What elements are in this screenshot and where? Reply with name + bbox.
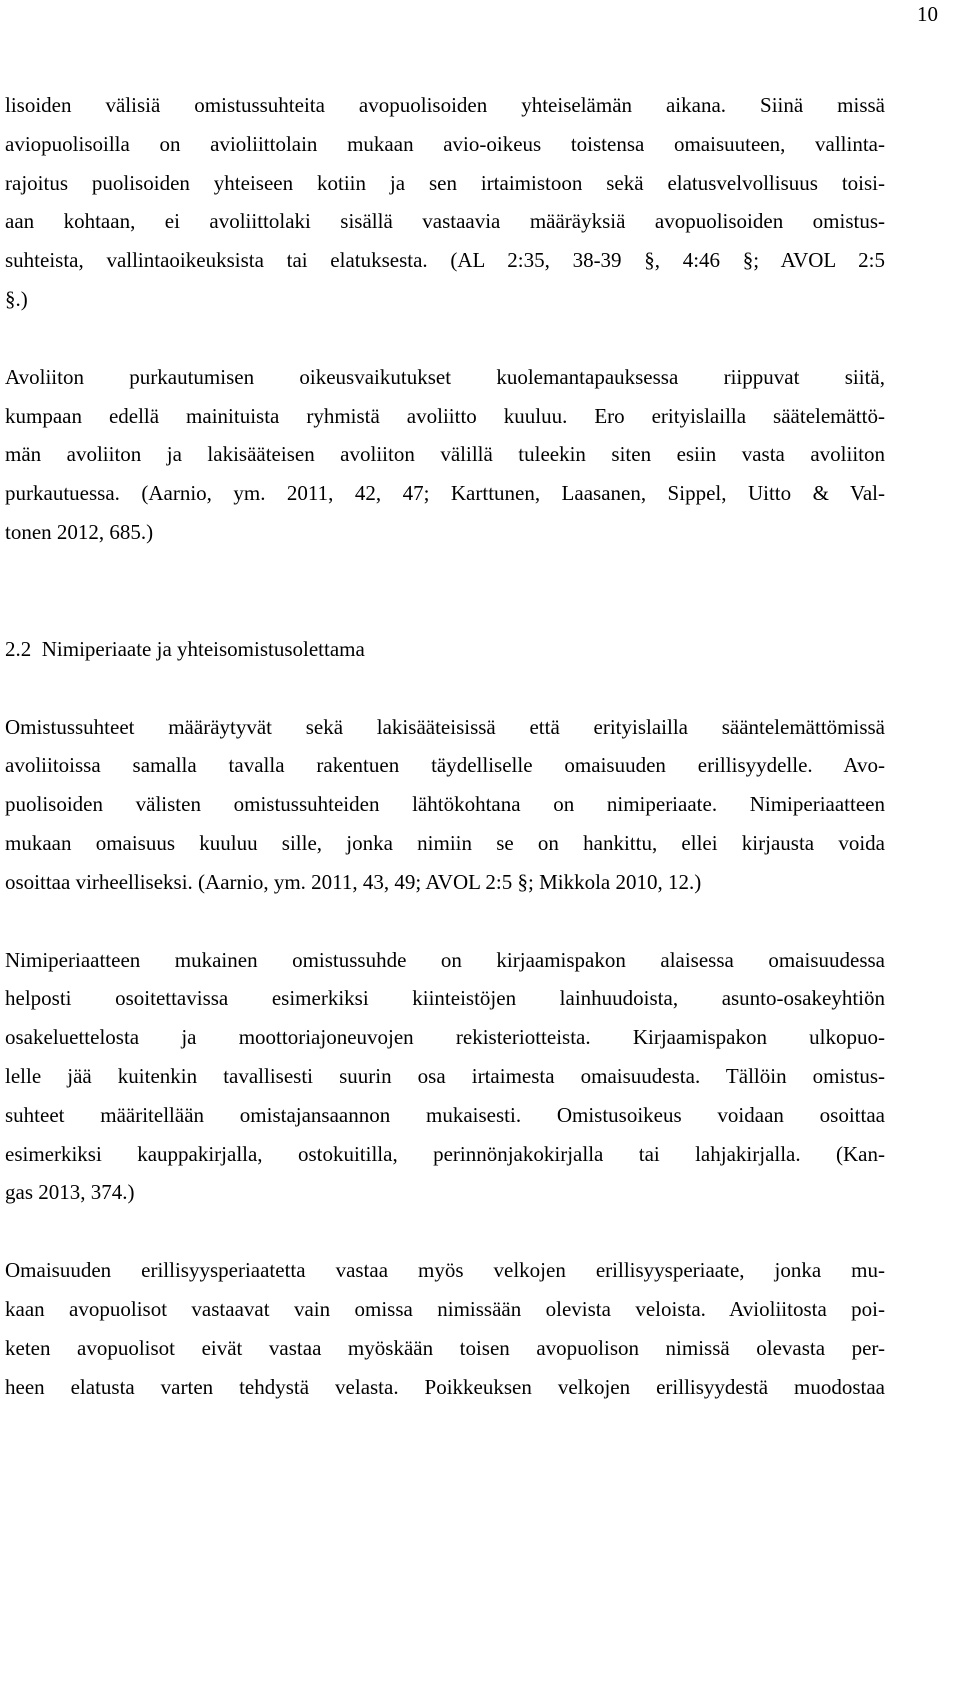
paragraph-spacer xyxy=(5,902,885,941)
text-line: män avoliiton ja lakisääteisen avoliiton välillä tuleekin siten esiin vasta avoliiton xyxy=(5,442,885,467)
text-line: suhteista, vallintaoikeuksista tai elatuksesta. (AL 2:35, 38-39 §, 4:46 §; AVOL 2:5 xyxy=(5,248,885,273)
paragraph-spacer xyxy=(5,669,885,708)
text-line: gas 2013, 374.) xyxy=(5,1180,135,1205)
text-line: esimerkiksi kauppakirjalla, ostokuitilla, perinnönjakokirjalla tai lahjakirjalla. (Kan- xyxy=(5,1141,885,1166)
text-line: aan kohtaan, ei avoliittolaki sisällä vastaavia määräyksiä avopuolisoiden omistus- xyxy=(5,209,885,234)
text-line: Avoliiton purkautumisen oikeusvaikutukset kuolemantapauksessa riippuvat siitä, xyxy=(5,364,885,389)
section-spacer xyxy=(5,552,885,630)
paragraph-spacer xyxy=(5,1212,885,1251)
text-line: puolisoiden välisten omistussuhteiden lähtökohtana on nimiperiaate. Nimiperiaatteen xyxy=(5,792,885,817)
text-line: Omaisuuden erillisyysperiaatetta vastaa myös velkojen erillisyysperiaate, jonka mu- xyxy=(5,1258,885,1283)
text-line: kaan avopuolisot vastaavat vain omissa nimissään olevista veloista. Avioliitosta poi- xyxy=(5,1296,885,1321)
paragraph-name-principle xyxy=(5,708,885,902)
paragraph-dissolution-effects xyxy=(5,358,885,552)
text-line: purkautuessa. (Aarnio, ym. 2011, 42, 47; Karttunen, Laasanen, Sippel, Uitto & Val- xyxy=(5,481,885,506)
paragraph-debt-separation xyxy=(5,1251,885,1406)
text-line: kumpaan edellä mainituista ryhmistä avoliitto kuuluu. Ero erityislailla säätelemättö- xyxy=(5,403,885,428)
text-line: lisoiden välisiä omistussuhteita avopuolisoiden yhteiselämän aikana. Siinä missä xyxy=(5,93,885,117)
text-line: mukaan omaisuus kuuluu sille, jonka nimiin se on hankittu, ellei kirjausta voida xyxy=(5,830,885,855)
text-line: aviopuolisoilla on avioliittolain mukaan avio-oikeus toistensa omaisuuteen, vallinta- xyxy=(5,131,885,156)
text-line: heen elatusta varten tehdystä velasta. Poikkeuksen velkojen erillisyydestä muodostaa xyxy=(5,1374,885,1399)
paragraph-spacer xyxy=(5,319,885,358)
section-heading: 2.2 Nimiperiaate ja yhteisomistusolettama xyxy=(5,636,365,661)
text-line: Omistussuhteet määräytyvät sekä lakisääteisissä että erityislailla sääntelemättömissä xyxy=(5,714,885,739)
document-body xyxy=(5,86,885,1406)
text-line: Nimiperiaatteen mukainen omistussuhde on kirjaamispakon alaisessa omaisuudessa xyxy=(5,947,885,972)
text-line: rajoitus puolisoiden yhteiseen kotiin ja sen irtaimistoon sekä elatusvelvollisuus toisi- xyxy=(5,170,885,195)
text-line: §.) xyxy=(5,286,28,311)
text-line: osoittaa virheelliseksi. (Aarnio, ym. 2011, 43, 49; AVOL 2:5 §; Mikkola 2010, 12.) xyxy=(5,869,702,894)
page-number: 10 xyxy=(917,2,938,26)
paragraph-registration xyxy=(5,941,885,1213)
text-line: osakeluettelosta ja moottoriajoneuvojen rekisteriotteista. Kirjaamispakon ulkopuo- xyxy=(5,1025,885,1050)
text-line: tonen 2012, 685.) xyxy=(5,519,154,544)
text-line: suhteet määritellään omistajansaannon mukaisesti. Omistusoikeus voidaan osoittaa xyxy=(5,1102,885,1127)
text-line: helposti osoitettavissa esimerkiksi kiinteistöjen lainhuudoista, asunto-osakeyhtiön xyxy=(5,986,885,1011)
text-line: avoliitoissa samalla tavalla rakentuen täydelliselle omaisuuden erillisyydelle. Avo- xyxy=(5,753,885,778)
paragraph-ownership-intro xyxy=(5,86,885,319)
text-line: keten avopuolisot eivät vastaa myöskään toisen avopuolison nimissä olevasta per- xyxy=(5,1335,885,1360)
text-line: lelle jää kuitenkin tavallisesti suurin osa irtaimesta omaisuudesta. Tällöin omistus- xyxy=(5,1063,885,1088)
